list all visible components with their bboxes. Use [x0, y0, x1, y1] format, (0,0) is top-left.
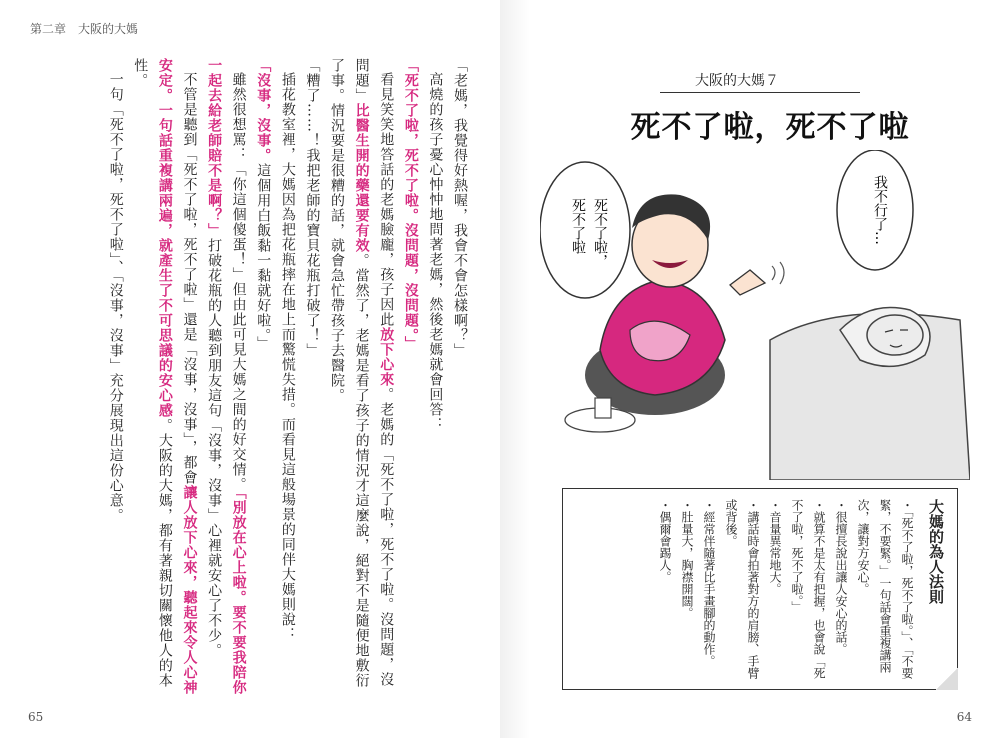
highlight-text: 比醫生開的藥還要有效 [353, 103, 370, 253]
teacup [595, 398, 611, 418]
paragraph [201, 58, 250, 698]
paragraph [447, 58, 472, 698]
paragraph [275, 58, 300, 698]
highlight-text: 「沒事，沒事。 [255, 58, 272, 163]
paragraph [423, 58, 448, 698]
paragraph [324, 58, 398, 698]
motion-lines [772, 262, 784, 284]
bubble-left-line-1: 死不了啦， [592, 198, 608, 268]
highlight-text: 放下心來 [378, 327, 395, 387]
paragraph [300, 58, 325, 698]
text-run: 。老媽的「死不了啦，死不了啦。沒問題，沒問題」 [353, 58, 395, 687]
rule-item: ・「死不了啦，死不了啦。」、「不要緊，不要緊。」一句話會重複講兩次，讓對方安心。 [856, 499, 914, 679]
text-run: 打破花瓶的人聽到朋友這句「沒事，沒事」心裡就安心了不少。 [206, 238, 223, 658]
rules-content [654, 499, 947, 679]
text-run: 看見笑笑地答話的老媽臉龐，孩子因此 [378, 72, 395, 327]
highlight-text: 「死不了啦，死不了啦。沒問題，沒問題。」 [402, 58, 419, 351]
paragraph [251, 58, 276, 698]
page-curl [936, 668, 958, 690]
paragraph [398, 58, 423, 698]
page-gutter-shadow [500, 0, 530, 738]
text-run: 「老媽，我覺得好熱喔，我會不會怎樣啊？」 [452, 58, 468, 358]
text-run: 。當然了，老媽是看了孩子的情況才這麼說，絕對不是隨便地敷衍了事。情況要是很糟的話，就會急忙帶孩子去醫院。 [329, 58, 370, 688]
page-number-left: 65 [28, 710, 44, 724]
rule-item: ・就算不是太有把握，也會說「死不了啦，死不了啦。」 [790, 499, 826, 679]
grandma-raised-hand [730, 270, 765, 295]
rule-item: ・經常伴隨著比手畫腳的動作。 [702, 499, 716, 667]
text-run: 雖然很想罵：「你這個傻蛋！」但由此可見大媽之間的好交情。 [230, 72, 247, 492]
highlight-text: 讓人放下心來，聽起來令人心神安定。 [156, 58, 198, 695]
highlight-text: 一句話重複講兩遍，就產生了不可思議的安心感 [156, 103, 173, 418]
sick-man-head [867, 315, 923, 355]
chapter-label: 大阪的大媽７ [695, 73, 779, 89]
text-run: 不管是聽到「死不了啦，死不了啦」還是「沒事，沒事」，都會 [181, 72, 198, 485]
rule-item: ・講話時會拍著對方的肩膀、手臂或背後。 [724, 499, 760, 679]
chapter-rule [660, 92, 860, 93]
paragraph [103, 58, 128, 698]
running-head: 第二章 大阪的大媽 [30, 22, 139, 36]
text-run: 「糟了……！我把老師的寶貝花瓶打破了！」 [304, 58, 321, 358]
bubble-right-line-1: 我不行了… [872, 175, 888, 245]
text-run: 一句「死不了啦，死不了啦」、「沒事，沒事」充分展現出這份心意。 [107, 72, 124, 523]
paragraph [128, 58, 202, 698]
rules-title: 大媽的為人法則 [927, 499, 945, 604]
rule-item: ・音量異常地大。 [768, 499, 782, 595]
text-run: 。大阪的大媽，都有著親切關懷他人的本性。 [132, 58, 173, 688]
rule-item: ・很擅長說出讓人安心的話。 [834, 499, 848, 655]
text-run: 高燒的孩子憂心忡忡地問著老媽，然後老媽就會回答： [427, 72, 444, 432]
rule-item: ・偶爾會踢人。 [658, 499, 672, 583]
body-text [42, 58, 472, 698]
bubble-left-line-2: 死不了啦 [570, 198, 586, 254]
text-run: 這個用白飯黏一黏就好啦。」 [255, 163, 272, 351]
highlight-text: 「別放在心上啦。要不要我陪你一起去給老師賠不是啊？」 [206, 58, 247, 695]
rules-list [654, 499, 918, 679]
rule-item: ・肚量大，胸襟開闊。 [680, 499, 694, 619]
text-run: 插花教室裡，大媽因為把花瓶摔在地上而驚慌失措。而看見這般場景的同伴大媽則說： [279, 72, 296, 642]
chapter-title: 死不了啦，死不了啦 [630, 110, 910, 145]
page-number-right: 64 [956, 710, 972, 724]
rules-box [562, 488, 958, 690]
illustration [540, 150, 970, 480]
